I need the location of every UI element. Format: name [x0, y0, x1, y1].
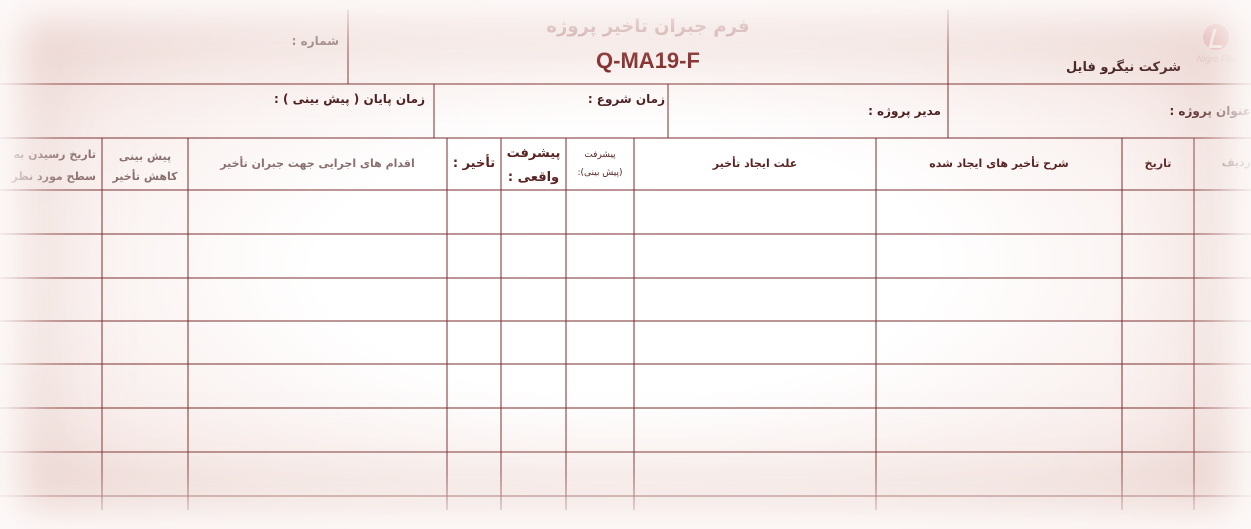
form-title: فرم جبران تاخیر پروژه	[546, 16, 750, 37]
column-header-delay: تأخیر :	[452, 156, 496, 171]
company-name: شرکت نیگرو فایل	[1065, 60, 1181, 75]
column-header-target-date-note: سطح مورد نظر	[11, 170, 96, 183]
start-time-label: زمان شروع :	[587, 92, 665, 106]
column-header-actual-progress: پیشرفت	[506, 146, 561, 161]
nigro-file-logo-icon	[1203, 24, 1229, 50]
end-time-label: زمان پایان ( پیش بینی ) :	[274, 92, 425, 106]
project-manager-label: مدیر پروژه :	[868, 104, 941, 118]
company-logo	[1196, 24, 1236, 76]
column-header-planned-progress-note: (پیش بینی):	[577, 168, 623, 178]
logo-text: Nigro File	[1196, 54, 1236, 64]
form-code: Q-MA19-F	[596, 48, 700, 73]
form-number-label: شماره :	[291, 34, 339, 48]
column-header-delay-cause: علت ایجاد تأخیر	[712, 157, 798, 170]
column-header-row: ردیف	[1221, 156, 1251, 169]
column-header-date: تاریخ	[1144, 157, 1172, 170]
column-header-forecast-reduction-note: کاهش تأخیر	[112, 170, 178, 183]
column-header-corrective-actions: اقدام های اجرایی جهت جبران تأخیر	[220, 157, 415, 170]
column-header-actual-progress-note: واقعی :	[507, 170, 560, 185]
column-header-forecast-reduction: پیش بینی	[118, 150, 172, 163]
column-header-target-date: تاریخ رسیدن به	[13, 148, 96, 161]
project-title-label: عنوان پروژه :	[1169, 104, 1251, 118]
column-header-delay-description: شرح تأخیر های ایجاد شده	[929, 157, 1069, 170]
column-header-planned-progress: پیشرفت	[584, 150, 616, 160]
